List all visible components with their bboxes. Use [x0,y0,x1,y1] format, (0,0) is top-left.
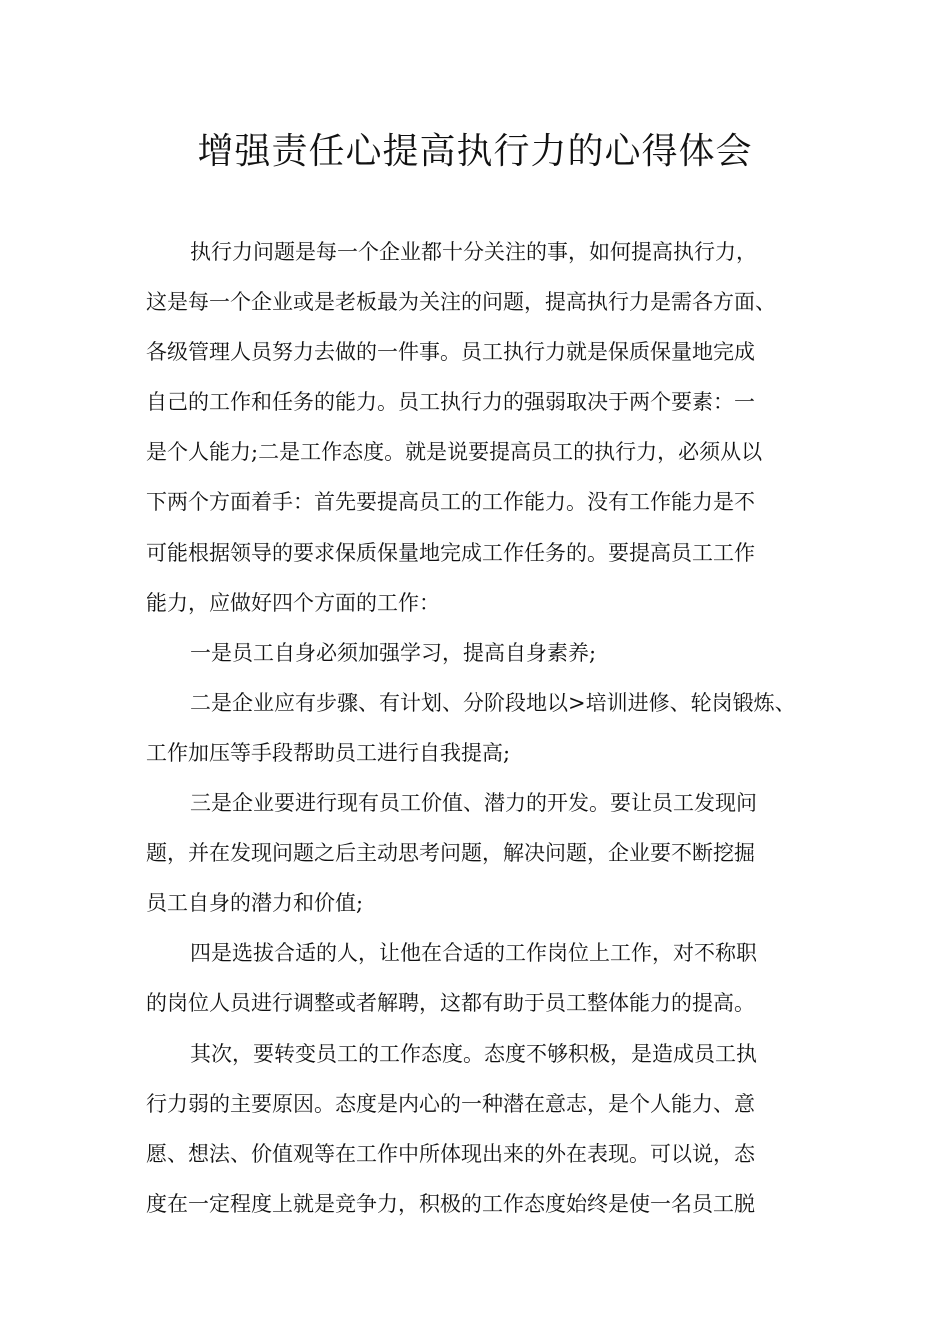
text-line: 题，并在发现问题之后主动思考问题，解决问题，企业要不断挖掘 [146,841,755,866]
text-line: 员工自身的潜力和价值; [146,891,364,916]
text-line: 能力，应做好四个方面的工作： [146,590,440,615]
text-line: 下两个方面着手：首先要提高员工的工作能力。没有工作能力是不 [146,490,755,515]
text-line: 执行力问题是每一个企业都十分关注的事，如何提高执行力， [190,240,757,264]
text-line: 一是员工自身必须加强学习，提高自身素养; [190,640,597,665]
text-line: 各级管理人员努力去做的一件事。员工执行力就是保质保量地完成 [146,340,755,365]
text-line: 其次，要转变员工的工作态度。态度不够积极，是造成员工执 [190,1041,757,1066]
text-line: 二是企业应有步骤、有计划、分阶段地以>培训进修、轮岗锻炼、 [190,690,796,715]
text-line: 愿、想法、价值观等在工作中所体现出来的外在表现。可以说，态 [146,1141,755,1166]
text-line: 三是企业要进行现有员工价值、潜力的开发。要让员工发现问 [190,791,757,816]
text-line: 的岗位人员进行调整或者解聘，这都有助于员工整体能力的提高。 [146,991,755,1016]
text-line: 是个人能力;二是工作态度。就是说要提高员工的执行力，必须从以 [146,440,763,465]
document-title: 增强责任心提高执行力的心得体会 [197,131,753,172]
document-body [146,227,818,1229]
text-line: 工作加压等手段帮助员工进行自我提高; [146,740,511,765]
text-line: 这是每一个企业或是老板最为关注的问题，提高执行力是需各方面、 [146,290,776,315]
text-line: 四是选拔合适的人，让他在合适的工作岗位上工作，对不称职 [190,941,757,966]
text-line: 度在一定程度上就是竞争力，积极的工作态度始终是使一名员工脱 [146,1191,755,1216]
text-line: 自己的工作和任务的能力。员工执行力的强弱取决于两个要素：一 [146,390,755,415]
text-line: 可能根据领导的要求保质保量地完成工作任务的。要提高员工工作 [146,540,755,565]
text-line: 行力弱的主要原因。态度是内心的一种潜在意志，是个人能力、意 [146,1091,755,1116]
